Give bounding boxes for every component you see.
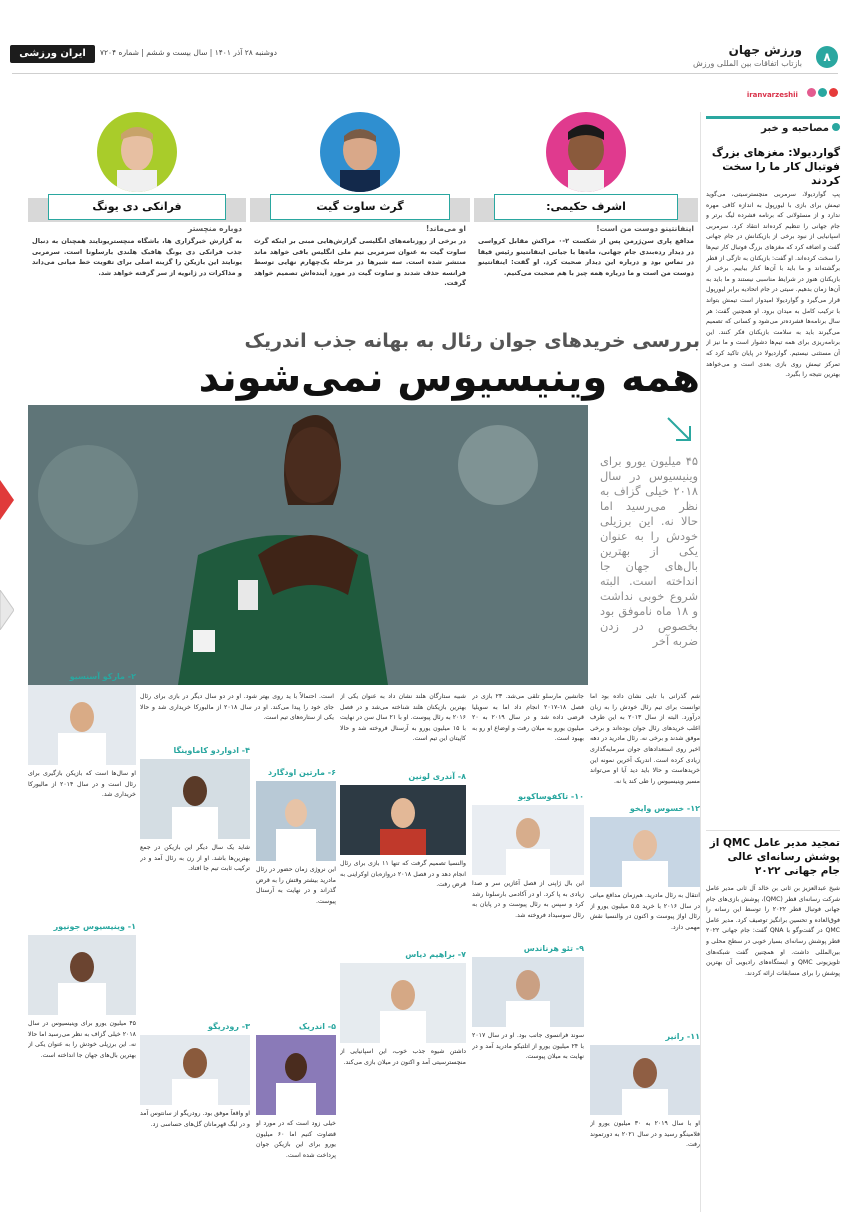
article-column-4: است. احتمالاً با ید روی بهتر شود. او در دو سال دیگر در بازی برای رئال جای خود را پیدا می‌کند. او در سال ۲۰۱۸ از مالیورکا خریداری شد و حالا یکی از ستاره‌های تیم است. [140, 693, 334, 722]
player-entry-reinier [590, 1032, 700, 1212]
player-text: شاید یک سال دیگر این بازیکن در جمع بهترین‌ها باشد. او از رن به رئال آمد و در ترکیب ثابت تیم جا افتاد. [140, 844, 250, 873]
player-label: ۵- اندریک [298, 1022, 336, 1031]
page-header [0, 36, 850, 76]
newspaper-logo: ایران ورزشی [10, 45, 95, 63]
dejong-portrait [97, 112, 177, 192]
article-teaser: ۴۵ میلیون یورو برای وینیسیوس در سال ۲۰۱۸ خیلی گزاف به نظر می‌رسید اما حالا نه. این برزیلی خودش را به عنوان یکی از بهترین بال‌های جهان جا انداخته است. البته شروع خوبی نداشت و ۱۸ ماه ناموفق بود بخصوص در زدن ضربه آخر [600, 454, 699, 648]
player-photo [590, 817, 700, 887]
endrick-photo [28, 405, 588, 685]
player-text: ۴۵ میلیون یورو برای وینیسیوس در سال ۲۰۱۸ خیلی گزاف به نظر می‌رسید اما حالا نه. این برزیلی خودش را به عنوان یکی از بهترین بال‌های جهان جا انداخته است. [28, 1020, 136, 1059]
player-photo [140, 759, 250, 839]
player-entry-vinicius [28, 922, 136, 1212]
profile-quote: اینفانتینو دوست من است! [596, 224, 694, 233]
guardiola-headline: گواردیولا: مغزهای بزرگ فوتبال کار ما را سخت کردند [711, 146, 840, 187]
bullet-icon [832, 123, 840, 131]
article-kicker: بررسی خریدهای جوان رئال به بهانه جذب اندریک [244, 330, 700, 352]
profile-card-dejong [28, 112, 246, 327]
player-label: ۹- تئو هرناندس [523, 944, 584, 953]
player-entry-camavinga [140, 746, 250, 946]
article-column-2: جانشین مارسلو تلقی می‌شد. ۲۳ بازی در فصل ۱۸-۲۰۱۷ انجام داد اما به سویلیا قرضی داده شد و در سال ۲۰۱۹ به ۲۰ میلیون یورو به میلان رفت و اوضاع او رو به بهبود است. [472, 693, 584, 743]
player-photo [590, 1045, 700, 1115]
player-entry-endrick [256, 1022, 336, 1212]
player-text: والنسیا تصمیم گرفت که تنها ۱۱ بازی برای رئال انجام دهد و در فصل ۲۰۱۸ دروازه‌بان اوکراینی به قرض رفت. [340, 860, 466, 889]
section-title: ورزش جهان [728, 43, 802, 57]
player-photo [472, 957, 584, 1027]
player-label: ۸- آندری لونین [408, 772, 466, 781]
sidebar-section-label: مصاحبه و خبر [761, 123, 829, 134]
profile-card-southgate [250, 112, 470, 327]
player-photo [256, 781, 336, 861]
column-rule [700, 112, 701, 1212]
header-divider [12, 73, 838, 74]
profile-body: مدافع پاری سن‌ژرمن پس از شکست ۲-۰ مراکش مقابل کرواسی در دیدار رده‌بندی جام جهانی، ماه‌ها با جیانی اینفانتینو رئیس فیفا در تماس بود و درباره این دیدار صحبت کرد. او گفت: اینفانتینو دوست من است و ما درباره همه چیز با هم صحبت می‌کنیم. [478, 237, 694, 277]
sidebar-divider [706, 830, 840, 831]
southgate-portrait [320, 112, 400, 192]
article-headline: همه وینیسیوس نمی‌شوند [198, 355, 700, 401]
player-entry-asensio [28, 672, 136, 912]
player-photo [256, 1035, 336, 1115]
player-entry-vallejo [590, 804, 700, 994]
article-column-3: شبیه ستارگان هلند نشان داد به عنوان یکی از بهترین بازیکنان هلند شناخته می‌شد و در فصل ۲۰۱۶ به رئال پیوست. او با ۲۱ سال سن در نهایت با ۱۵ میلیون یورو به آرسنال فروخته شد و حالا کاپیتان این تیم است. [340, 693, 466, 743]
player-text: این نروژی زمان حضور در رئال مادرید بیشتر وقتش را به قرض گذراند و در نهایت به آرسنال پیوست. [256, 866, 336, 905]
player-photo [340, 785, 466, 855]
section-subtitle: بازتاب اتفاقات بین المللی ورزش [693, 59, 802, 68]
player-entry-lunin [340, 772, 466, 942]
player-entry-odegaard [256, 768, 336, 968]
arrow-icon [664, 414, 694, 444]
social-bar [688, 82, 838, 99]
page-number: ۸ [816, 46, 838, 68]
edge-decoration-icon [0, 480, 14, 520]
profile-quote: او می‌ماند! [425, 224, 466, 233]
profile-name: اشرف حکیمی: [494, 194, 678, 220]
player-label: ۳- رودریگو [208, 1022, 250, 1031]
player-entry-theo [472, 944, 584, 1084]
player-photo [472, 805, 584, 875]
player-entry-rodrygo [140, 1022, 250, 1212]
player-label: ۱۲- خسوس وایخو [629, 804, 700, 813]
sidebar-section-header [706, 116, 840, 140]
profile-name: گرث ساوت گیت [270, 194, 450, 220]
guardiola-body: پپ گواردیولا، سرمربی منچسترسیتی، می‌گوید تیمش برای بازی با لیورپول به اندازه کافی مهره ندارد و از مسئولانی که برنامه فشرده لیگ برتر و جام جهانی را تنظیم کرده‌اند انتقاد کرد. سرمربی اسپانیایی از نبود برخی از بازیکنانش در جام جهانی گفت و اضافه کرد که مغزهای بزرگ فوتبال کار تیم‌ها را سخت کرده‌اند. او گفت: بازیکنان به تازگی از قطر برگشته‌اند و ما باید با آن‌ها کنار بیاییم. برخی از بازیکنان هنوز در شرایط مناسبی نیستند و ما باید به آن‌ها زمان بدهیم. سیتی در جام اتحادیه برابر لیورپول قرار می‌گیرد و گواردیولا امیدوار است تیمش بتواند با ترکیب کامل به میدان برود. او همچنین گفت: هر سال برنامه‌ها فشرده‌تر می‌شود و کسانی که تصمیم می‌گیرند باید به سلامت بازیکنان فکر کنند. این برنامه‌ریزی برای همه تیم‌ها دشوار است و ما نیز از آن مستثنی نیستیم. گواردیولا در پایان تاکید کرد که تمرکز تیمش روی بازی بعدی است و می‌خواهد بهترین نتیجه را بگیرد. [706, 191, 840, 379]
edge-decoration-icon [0, 590, 14, 630]
player-label: ۱- وینیسیوس جونیور [53, 922, 136, 931]
profile-body: در برخی از روزنامه‌های انگلیسی گزارش‌هایی مبنی بر اینکه گرث ساوت گیت به عنوان سرمربی تیم ملی انگلیس باقی خواهد ماند منتشر شده است. سه شیرها در مرحله یک‌چهارم نهایی توسط فرانسه حذف شدند و ساوت گیت در مورد آینده‌اش تصمیم خواهد گرفت. [254, 237, 466, 288]
player-photo [28, 935, 136, 1015]
social-handle[interactable]: iranvarzeshii [746, 91, 798, 99]
player-label: ۷- براهیم دیاس [405, 950, 466, 959]
player-label: ۶- مارتین اودگارد [268, 768, 336, 777]
profile-name: فرانکی دی یونگ [48, 194, 226, 220]
player-text: این بال ژاپنی از فصل آغازین سر و صدا زیادی به پا کرد. او در آکادمی بارسلونا رشد کرد و سپس به رئال پیوست و در پایان به رئال سوسیداد فروخته شد. [472, 880, 584, 919]
twitter-icon[interactable] [807, 88, 816, 97]
issue-date-line: دوشنبه ۲۸ آذر ۱۴۰۱ | سال بیست و ششم | شماره ۷۲۰۴ [100, 48, 277, 57]
player-text: او با سال ۲۰۱۹ به ۳۰ میلیون یورو از فلامینگو رسید و در سال ۲۰۲۱ به دورتموند رفت. [590, 1120, 700, 1149]
player-text: داشتن شیوه جذب خوب، این اسپانیایی از منچسترسیتی آمد و اکنون در میلان بازی می‌کند. [340, 1048, 466, 1066]
player-photo [28, 685, 136, 765]
player-text: او واقعاً موفق بود. رودریگو از سانتوس آمد و در لیگ قهرمانان گل‌های حساسی زد. [140, 1110, 250, 1128]
article-column-1: شم گذرانی با تایی نشان داده بود اما توانست برای تیم رئال خودش را به زبان درآورد. البته از سال ۲۰۱۳ به این طرف اغلب خریدهای رئال جوان بوده‌اند و برخی موفق شدند و برخی نه. رئال مادرید در دهه اخیر روی استعدادهای جوان سرمایه‌گذاری زیادی کرده است. اندریک آخرین نمونه این خریدهاست و حالا باید دید آیا او می‌تواند مسیر وینیسیوس را طی کند یا نه. [590, 693, 700, 785]
qmc-body: شیخ عبدالعزیز بن ثانی بن خالد آل ثانی مدیر عامل شرکت رسانه‌ای قطر (QMC)، پوشش بازی‌های جام جهانی فوتبال قطر ۲۰۲۲ را توسط این رسانه را فوق‌العاده و تحسین برانگیز توصیف کرد. مدیر عامل QMC در گفت‌وگو با QNA گفت: جام جهانی ۲۰۲۲ قطر پوشش رسانه‌ای بسیار خوبی در سطح محلی و بین‌المللی داشت. او همچنین گفت شبکه‌های تلویزیونی QMC و ایستگاه‌های رادیویی آن بهترین پوشش را برای مسابقات ارائه کردند. [706, 885, 840, 977]
profile-quote: دوباره منچستر [188, 224, 242, 233]
player-entry-brahim [340, 950, 466, 1210]
instagram-icon[interactable] [829, 88, 838, 97]
hakimi-portrait [546, 112, 626, 192]
telegram-icon[interactable] [818, 88, 827, 97]
player-text: او سال‌ها است که بازیکن بازگیری برای رئال است و در سال ۲۰۱۴ از مالیورکا خریداری شد. [28, 770, 136, 799]
player-text: انتقال به رئال مادرید. هم‌زمان مدافع میانی در سال ۲۰۱۶ با خرید ۵.۵ میلیون یورو از رئال اواژ پیوست و اکنون در والنسیا نقش مهمی دارد. [590, 892, 700, 931]
profile-card-hakimi [474, 112, 698, 327]
player-label: ۱۰- تاکفوساکوبو [518, 792, 584, 801]
player-label: ۱۱- رانیر [665, 1032, 700, 1041]
player-label: ۲- مارکو آسنسیو [69, 672, 136, 681]
player-text: سوند فرانسوی جانب بود. او در سال ۲۰۱۷ با ۲۴ میلیون یورو از اتلتیکو مادرید آمد و در نهایت به میلان پیوست. [472, 1032, 584, 1061]
player-photo [340, 963, 466, 1043]
qmc-headline: تمجید مدیر عامل QMC از پوشش رسانه‌ای عالی جام جهانی ۲۰۲۲ [709, 837, 840, 877]
profile-body: به گزارش خبرگزاری ها، باشگاه منچستریونایتد همچنان به دنبال جذب فرانکی دی یونگ هافبک هلندی بارسلونا است. سرمربی یونایتد این بازیکن را گزینه اصلی برای تقویت خط میانی می‌داند و مذاکرات در ژانویه از سر گرفته خواهد شد. [32, 237, 242, 277]
player-label: ۴- ادواردو کاماوینگا [173, 746, 250, 755]
player-text: خیلی زود است که در مورد او قضاوت کنیم اما ۶۰ میلیون یورو برای این بازیکن جوان پرداخت شده است. [256, 1120, 336, 1159]
player-photo [140, 1035, 250, 1105]
